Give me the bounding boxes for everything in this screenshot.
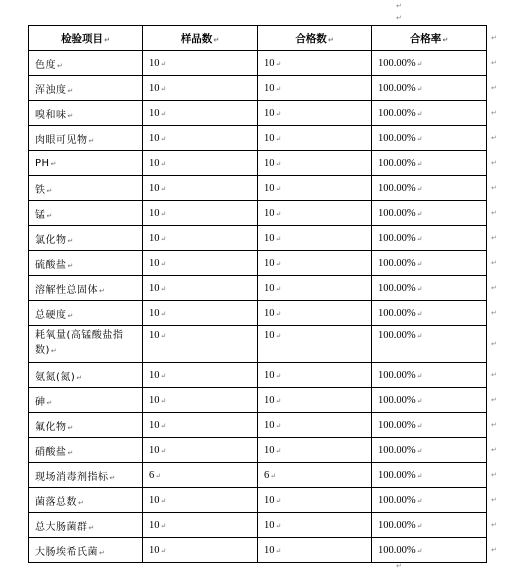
samples-cell: 10↵: [143, 538, 258, 563]
rate-cell: 100.00%↵: [372, 151, 487, 176]
samples-cell: 10↵: [143, 51, 258, 76]
cell-mark: ↵: [275, 134, 282, 143]
row-end-mark: ↵: [491, 546, 497, 554]
cell-mark: ↵: [50, 347, 58, 355]
table-header-row: [29, 26, 487, 51]
samples-cell: 10↵: [143, 438, 258, 463]
paragraph-mark-bottom: ↵: [396, 562, 402, 570]
table-row: [29, 301, 487, 326]
passed-cell: 10↵: [258, 488, 372, 513]
table-row: [29, 326, 487, 363]
rate-cell: 100.00%↵: [372, 488, 487, 513]
passed-cell: 10↵: [258, 438, 372, 463]
cell-mark: ↵: [160, 332, 167, 340]
cell-mark: ↵: [160, 59, 167, 68]
row-end-mark: ↵: [491, 284, 497, 292]
samples-cell: 10↵: [143, 151, 258, 176]
row-end-mark: ↵: [491, 234, 497, 242]
cell-mark: ↵: [416, 84, 423, 93]
row-end-mark: ↵: [491, 371, 497, 379]
cell-mark: ↵: [416, 309, 423, 318]
header-item: 检验项目↵: [29, 26, 143, 51]
table-row: [29, 438, 487, 463]
cell-mark: ↵: [78, 498, 85, 507]
samples-cell: 10↵: [143, 301, 258, 326]
table-row: [29, 251, 487, 276]
cell-mark: ↵: [275, 234, 282, 243]
row-end-mark: ↵: [491, 184, 497, 192]
cell-mark: ↵: [160, 184, 167, 193]
cell-mark: ↵: [67, 261, 74, 270]
item-cell: 大肠埃希氏菌↵: [29, 538, 143, 563]
cell-mark: ↵: [88, 136, 95, 145]
cell-mark: ↵: [160, 446, 167, 455]
item-cell: 嗅和味↵: [29, 101, 143, 126]
cell-mark: ↵: [416, 446, 423, 455]
row-end-mark: ↵: [491, 446, 497, 454]
cell-mark: ↵: [275, 496, 282, 505]
passed-cell: 10↵: [258, 76, 372, 101]
cell-mark: ↵: [160, 109, 167, 118]
cell-mark: ↵: [270, 471, 277, 480]
row-end-mark: ↵: [491, 496, 497, 504]
rate-cell: 100.00%↵: [372, 251, 487, 276]
passed-cell: 10↵: [258, 126, 372, 151]
cell-mark: ↵: [416, 284, 423, 293]
table-row: [29, 513, 487, 538]
cell-mark: ↵: [160, 521, 167, 530]
cell-mark: ↵: [275, 184, 282, 193]
row-end-mark: ↵: [491, 309, 497, 317]
cell-mark: ↵: [160, 496, 167, 505]
cell-mark: ↵: [160, 84, 167, 93]
rate-cell: 100.00%↵: [372, 276, 487, 301]
item-cell: 氟化物↵: [29, 413, 143, 438]
row-end-mark: ↵: [491, 521, 497, 529]
cell-mark: ↵: [416, 546, 423, 555]
rate-cell: 100.00%↵: [372, 51, 487, 76]
item-cell: 菌落总数↵: [29, 488, 143, 513]
passed-cell: 10↵: [258, 276, 372, 301]
passed-cell: 10↵: [258, 388, 372, 413]
samples-cell: 10↵: [143, 388, 258, 413]
row-end-mark: ↵: [491, 134, 497, 142]
table-row: [29, 388, 487, 413]
cell-mark: ↵: [275, 259, 282, 268]
cell-mark: ↵: [67, 111, 74, 120]
passed-cell: 10↵: [258, 176, 372, 201]
cell-mark: ↵: [50, 159, 57, 168]
cell-mark: ↵: [46, 211, 53, 220]
cell-mark: ↵: [416, 471, 423, 480]
passed-cell: 10↵: [258, 301, 372, 326]
item-cell: 氨氮(氮)↵: [29, 363, 143, 388]
passed-cell: 10↵: [258, 251, 372, 276]
rate-cell: 100.00%↵: [372, 176, 487, 201]
cell-mark: ↵: [416, 396, 423, 405]
item-cell: 总硬度↵: [29, 301, 143, 326]
cell-mark: ↵: [160, 234, 167, 243]
header-samples: 样品数↵: [143, 26, 258, 51]
cell-mark: ↵: [416, 332, 423, 340]
cell-mark: ↵: [275, 284, 282, 293]
cell-mark: ↵: [160, 371, 167, 380]
samples-cell: 10↵: [143, 363, 258, 388]
rate-cell: 100.00%↵: [372, 513, 487, 538]
cell-mark: ↵: [160, 421, 167, 430]
cell-mark: ↵: [416, 371, 423, 380]
cell-mark: ↵: [275, 332, 282, 340]
cell-mark: ↵: [109, 473, 116, 482]
table-row: [29, 76, 487, 101]
cell-mark: ↵: [99, 548, 106, 557]
cell-mark: ↵: [88, 523, 95, 532]
rate-cell: 100.00%↵: [372, 101, 487, 126]
cell-mark: ↵: [275, 59, 282, 68]
table-row: [29, 201, 487, 226]
row-end-mark: ↵: [491, 84, 497, 92]
cell-mark: ↵: [275, 396, 282, 405]
samples-cell: 6↵: [143, 463, 258, 488]
samples-cell: 10↵: [143, 126, 258, 151]
cell-mark: ↵: [416, 184, 423, 193]
table-row: [29, 488, 487, 513]
table-row: [29, 101, 487, 126]
cell-mark: ↵: [67, 448, 74, 457]
item-cell: PH↵: [29, 151, 143, 176]
table-row: [29, 538, 487, 563]
samples-cell: 10↵: [143, 176, 258, 201]
paragraph-mark-top-1: ↵: [396, 2, 402, 10]
samples-cell: 10↵: [143, 201, 258, 226]
rate-cell: 100.00%↵: [372, 326, 487, 363]
table-body: [29, 51, 487, 563]
table-row: [29, 51, 487, 76]
samples-cell: 10↵: [143, 251, 258, 276]
rate-cell: 100.00%↵: [372, 538, 487, 563]
cell-mark: ↵: [416, 209, 423, 218]
row-end-mark: ↵: [491, 209, 497, 217]
cell-mark: ↵: [275, 159, 282, 168]
cell-mark: ↵: [160, 159, 167, 168]
cell-mark: ↵: [416, 159, 423, 168]
row-end-mark: ↵: [491, 259, 497, 267]
passed-cell: 10↵: [258, 226, 372, 251]
rate-cell: 100.00%↵: [372, 126, 487, 151]
cell-mark: ↵: [416, 59, 423, 68]
samples-cell: 10↵: [143, 326, 258, 363]
cell-mark: ↵: [160, 284, 167, 293]
item-cell: 铁↵: [29, 176, 143, 201]
cell-mark: ↵: [160, 546, 167, 555]
passed-cell: 10↵: [258, 513, 372, 538]
table-row: [29, 363, 487, 388]
rate-cell: 100.00%↵: [372, 301, 487, 326]
cell-mark: ↵: [160, 209, 167, 218]
row-end-mark: ↵: [491, 471, 497, 479]
table-row: [29, 226, 487, 251]
header-pass-rate: 合格率↵: [372, 26, 487, 51]
table-row: [29, 413, 487, 438]
samples-cell: 10↵: [143, 76, 258, 101]
samples-cell: 10↵: [143, 101, 258, 126]
header-passed: 合格数↵: [258, 26, 372, 51]
cell-mark: ↵: [275, 521, 282, 530]
samples-cell: 10↵: [143, 413, 258, 438]
cell-mark: ↵: [275, 421, 282, 430]
passed-cell: 10↵: [258, 201, 372, 226]
samples-cell: 10↵: [143, 513, 258, 538]
item-cell: 耗氧量(高锰酸盐指数)↵: [29, 326, 143, 363]
rate-cell: 100.00%↵: [372, 438, 487, 463]
table-row: [29, 276, 487, 301]
cell-mark: ↵: [67, 86, 74, 95]
cell-mark: ↵: [46, 186, 53, 195]
cell-mark: ↵: [416, 134, 423, 143]
table-row: [29, 126, 487, 151]
samples-cell: 10↵: [143, 488, 258, 513]
cell-mark: ↵: [67, 423, 74, 432]
row-end-mark: ↵: [491, 34, 497, 42]
cell-mark: ↵: [46, 398, 53, 407]
item-cell: 锰↵: [29, 201, 143, 226]
cell-mark: ↵: [67, 311, 74, 320]
samples-cell: 10↵: [143, 226, 258, 251]
passed-cell: 10↵: [258, 538, 372, 563]
row-end-mark: ↵: [491, 421, 497, 429]
rate-cell: 100.00%↵: [372, 463, 487, 488]
passed-cell: 6↵: [258, 463, 372, 488]
row-end-mark: ↵: [491, 396, 497, 404]
cell-mark: ↵: [416, 259, 423, 268]
cell-mark: ↵: [416, 496, 423, 505]
item-cell: 浑浊度↵: [29, 76, 143, 101]
cell-mark: ↵: [76, 373, 83, 382]
row-end-mark: ↵: [491, 59, 497, 67]
item-cell: 溶解性总固体↵: [29, 276, 143, 301]
item-cell: 氯化物↵: [29, 226, 143, 251]
cell-mark: ↵: [160, 396, 167, 405]
cell-mark: ↵: [416, 109, 423, 118]
rate-cell: 100.00%↵: [372, 413, 487, 438]
cell-mark: ↵: [275, 84, 282, 93]
paragraph-mark-top-2: ↵: [396, 14, 402, 22]
cell-mark: ↵: [155, 471, 162, 480]
rate-cell: 100.00%↵: [372, 201, 487, 226]
passed-cell: 10↵: [258, 151, 372, 176]
item-cell: 总大肠菌群↵: [29, 513, 143, 538]
row-end-mark: ↵: [491, 159, 497, 167]
cell-mark: ↵: [275, 446, 282, 455]
cell-mark: ↵: [275, 546, 282, 555]
item-cell: 现场消毒剂指标↵: [29, 463, 143, 488]
table-row: [29, 176, 487, 201]
cell-mark: ↵: [416, 421, 423, 430]
passed-cell: 10↵: [258, 413, 372, 438]
cell-mark: ↵: [160, 259, 167, 268]
rate-cell: 100.00%↵: [372, 388, 487, 413]
item-cell: 硫酸盐↵: [29, 251, 143, 276]
passed-cell: 10↵: [258, 51, 372, 76]
row-end-mark: ↵: [491, 109, 497, 117]
cell-mark: ↵: [160, 134, 167, 143]
cell-mark: ↵: [275, 209, 282, 218]
passed-cell: 10↵: [258, 363, 372, 388]
passed-cell: 10↵: [258, 326, 372, 363]
cell-mark: ↵: [99, 286, 106, 295]
cell-mark: ↵: [160, 309, 167, 318]
table-row: [29, 151, 487, 176]
cell-mark: ↵: [275, 309, 282, 318]
table-row: [29, 463, 487, 488]
cell-mark: ↵: [416, 234, 423, 243]
rate-cell: 100.00%↵: [372, 363, 487, 388]
item-cell: 色度↵: [29, 51, 143, 76]
row-end-mark: ↵: [491, 340, 497, 348]
item-cell: 砷↵: [29, 388, 143, 413]
cell-mark: ↵: [275, 109, 282, 118]
samples-cell: 10↵: [143, 276, 258, 301]
item-cell: 硝酸盐↵: [29, 438, 143, 463]
inspection-results-table: [28, 25, 487, 563]
cell-mark: ↵: [416, 521, 423, 530]
rate-cell: 100.00%↵: [372, 76, 487, 101]
cell-mark: ↵: [275, 371, 282, 380]
cell-mark: ↵: [57, 61, 64, 70]
cell-mark: ↵: [67, 236, 74, 245]
passed-cell: 10↵: [258, 101, 372, 126]
item-cell: 肉眼可见物↵: [29, 126, 143, 151]
rate-cell: 100.00%↵: [372, 226, 487, 251]
